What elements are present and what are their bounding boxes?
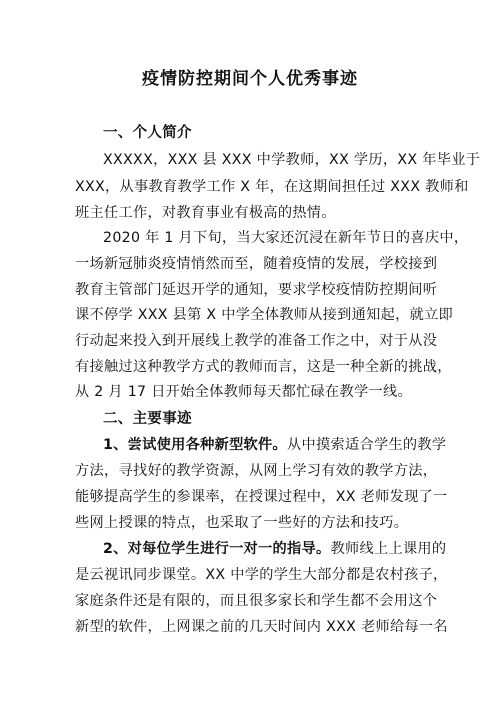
paragraph-line bbox=[103, 436, 446, 454]
paragraph-line: 有接触过这种教学方式的教师而言，这是一种全新的挑战， bbox=[75, 359, 452, 375]
item-title: 2、对每位学生进行一对一的指导。 bbox=[103, 541, 331, 557]
paragraph-line: 行动起来投入到开展线上教学的准备工作之中，对于从没 bbox=[75, 333, 438, 349]
item-text: 教师线上上课用的 bbox=[330, 541, 447, 557]
paragraph-line: XXX，从事教育教学工作 X 年，在这期间担任过 XXX 教师和 bbox=[75, 179, 469, 195]
paragraph-line: 新型的软件，上网课之前的几天时间内 XXX 老师给每一名 bbox=[75, 619, 448, 635]
section-heading-main: 二、主要事迹 bbox=[103, 411, 192, 427]
paragraph-line: 从 2 月 17 日开始全体教师每天都忙碌在教学一线。 bbox=[75, 384, 412, 400]
section-heading-intro: 一、个人简介 bbox=[103, 125, 192, 141]
document-title: 疫情防控期间个人优秀事迹 bbox=[142, 69, 358, 89]
paragraph-line: 课不停学 XXX 县第 X 中学全体教师从接到通知起，就立即 bbox=[75, 307, 454, 323]
paragraph-line: XXXXX，XXX 县 XXX 中学教师，XX 学历，XX 年毕业于 bbox=[103, 152, 481, 168]
paragraph-line: 教育主管部门延迟开学的通知，要求学校疫情防控期间听 bbox=[75, 282, 438, 298]
paragraph-line bbox=[103, 540, 446, 558]
paragraph-line: 能够提高学生的参课率，在授课过程中，XX 老师发现了一 bbox=[75, 489, 448, 505]
paragraph-line: 家庭条件还是有限的，而且很多家长和学生都不会用这个 bbox=[75, 593, 438, 609]
paragraph-line: 些网上授课的特点，也采取了一些好的方法和技巧。 bbox=[75, 515, 409, 531]
paragraph-line: 班主任工作，对教育事业有极高的热情。 bbox=[75, 205, 336, 221]
paragraph-line: 方法，寻找好的教学资源，从网上学习有效的教学方法， bbox=[75, 463, 438, 479]
paragraph-line: 一场新冠肺炎疫情悄然而至，随着疫情的发展，学校接到 bbox=[75, 256, 438, 272]
item-text: 从中摸索适合学生的教学 bbox=[287, 437, 447, 453]
paragraph-line: 是云视讯同步课堂。XX 中学的学生大部分都是农村孩子， bbox=[75, 567, 448, 583]
item-title: 1、尝试使用各种新型软件。 bbox=[103, 437, 288, 453]
paragraph-line: 2020 年 1 月下旬，当大家还沉浸在新年节日的喜庆中， bbox=[103, 230, 469, 246]
